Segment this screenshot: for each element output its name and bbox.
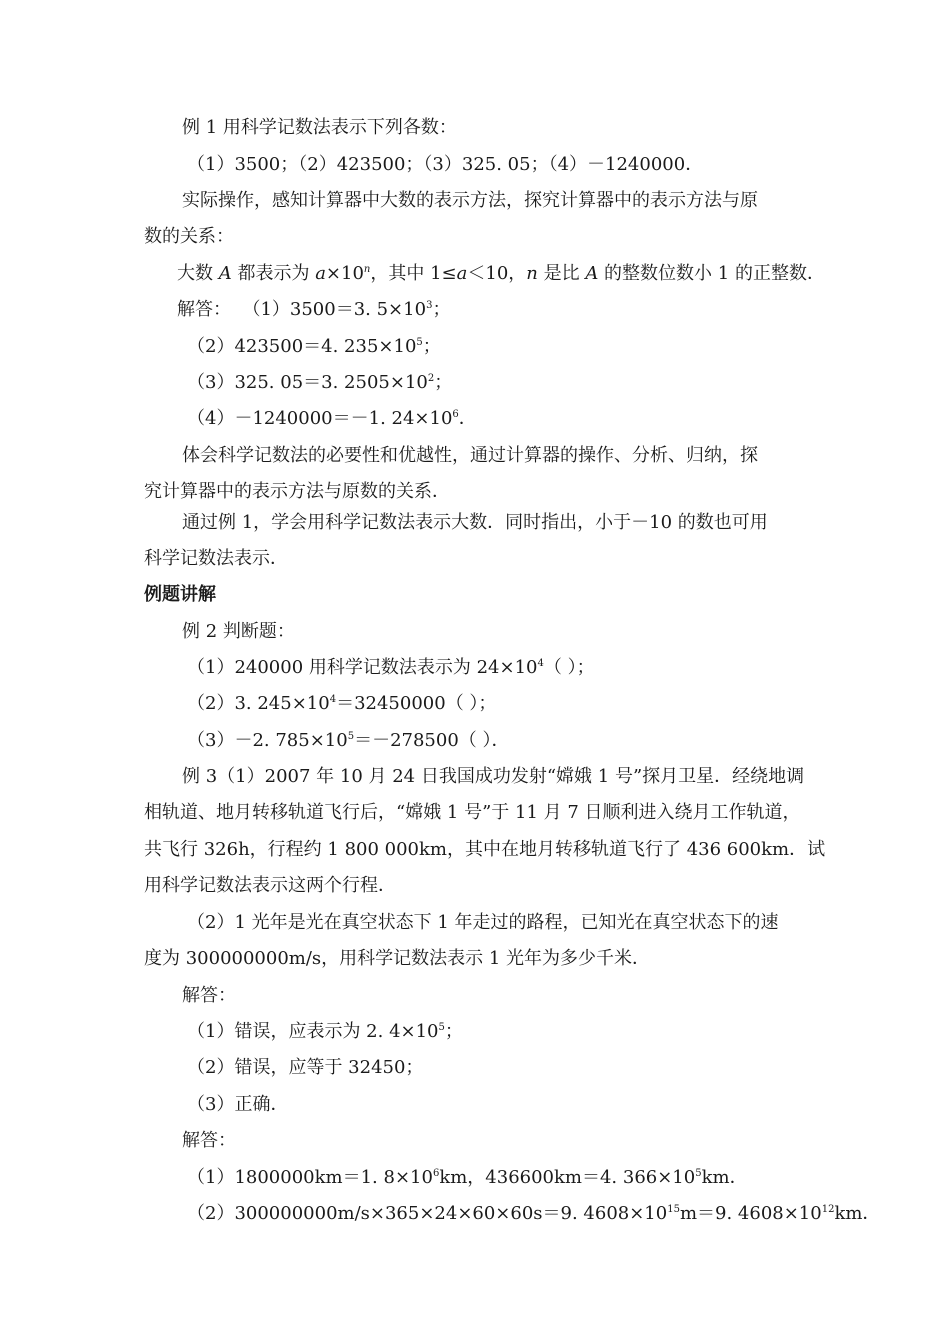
answer-2-line-1: （1）错误，应表示为 2. $4\times 10^5$； [187,1021,463,1042]
answer-2-label: 解答： [182,985,236,1006]
note-1-line-2: 究计算器中的表示方法与原数的关系． [144,481,450,502]
example-3-line-4: 用科学记数法表示这两个行程． [144,875,396,896]
section-heading: 例题讲解 [144,584,216,605]
answer-3-line-2: （2）300000000m/s×365×24×60×60s＝9. $4608\times 10^{15}m=9$. $4608\times 10^{12}km$． [187,1203,881,1224]
answer-line-4: （4）－1240000＝－1. $24\times 10^6$． [187,408,477,429]
example-1-items: （1）3500；（2）423500；（3）325. 05；（4）－1240000． [187,154,704,175]
example-3-part-2-line-1: （2）1 光年是光在真空状态下 1 年走过的路程，已知光在真空状态下的速 [187,912,779,933]
scientific-notation-rule: 大数 A 都表示为 $a\times 10^n$，其中 1≤a＜10，n 是比 A 的整数位数小 1 的正整数． [177,263,825,284]
example-2-question-3: （3）－2. $785\times 10^5=-278500$（ ）． [187,730,510,751]
example-3-line-1: 例 3（1）2007 年 10 月 24 日我国成功发射“嫦娥 1 号”探月卫星．经绕地调 [182,766,805,787]
example-3-part-2-line-2: 度为 300000000m/s，用科学记数法表示 1 光年为多少千米． [144,948,651,969]
answer-line-2: （2）423500＝4. $235\times 10^5$； [187,336,441,357]
example-2-question-1: （1）240000 用科学记数法表示为 $24\times 10^4$（ ）； [187,657,595,678]
example-3-line-3: 共飞行 326h，行程约 1 800 000km，其中在地月转移轨道飞行了 436 600km．试 [144,839,826,860]
answer-2-line-3: （3）正确． [187,1094,289,1115]
answer-3-label: 解答： [182,1130,236,1151]
answer-label: 解答： [177,299,231,320]
operation-text-line-2: 数的关系： [144,226,234,247]
answer-line-3: （3）325. 05＝3. $2505\times 10^2$； [187,372,453,393]
example-1-title: 例 1 用科学记数法表示下列各数： [182,117,457,138]
answer-3-line-1: （1）1800000km＝1. $8\times 10^6km$，436600km＝4. $366\times 10^5km$． [187,1167,748,1188]
operation-text-line-1: 实际操作，感知计算器中大数的表示方法，探究计算器中的表示方法与原 [182,190,758,211]
example-3-line-2: 相轨道、地月转移轨道飞行后，“嫦娥 1 号”于 11 月 7 日顺利进入绕月工作轨道， [144,802,801,823]
note-1-line-1: 体会科学记数法的必要性和优越性，通过计算器的操作、分析、归纳，探 [182,445,758,466]
answer-2-line-2: （2）错误，应等于 32450； [187,1057,424,1078]
example-2-title: 例 2 判断题： [182,621,295,642]
note-2-line-2: 科学记数法表示． [144,548,288,569]
answer-line-1: 解答： （1）3500＝3. $5\times 10^3$； [177,299,451,320]
note-2-line-1: 通过例 1，学会用科学记数法表示大数．同时指出，小于－10 的数也可用 [182,512,768,533]
example-2-question-2: （2）3. $245\times 10^4=32450000$（ ）； [187,693,497,714]
